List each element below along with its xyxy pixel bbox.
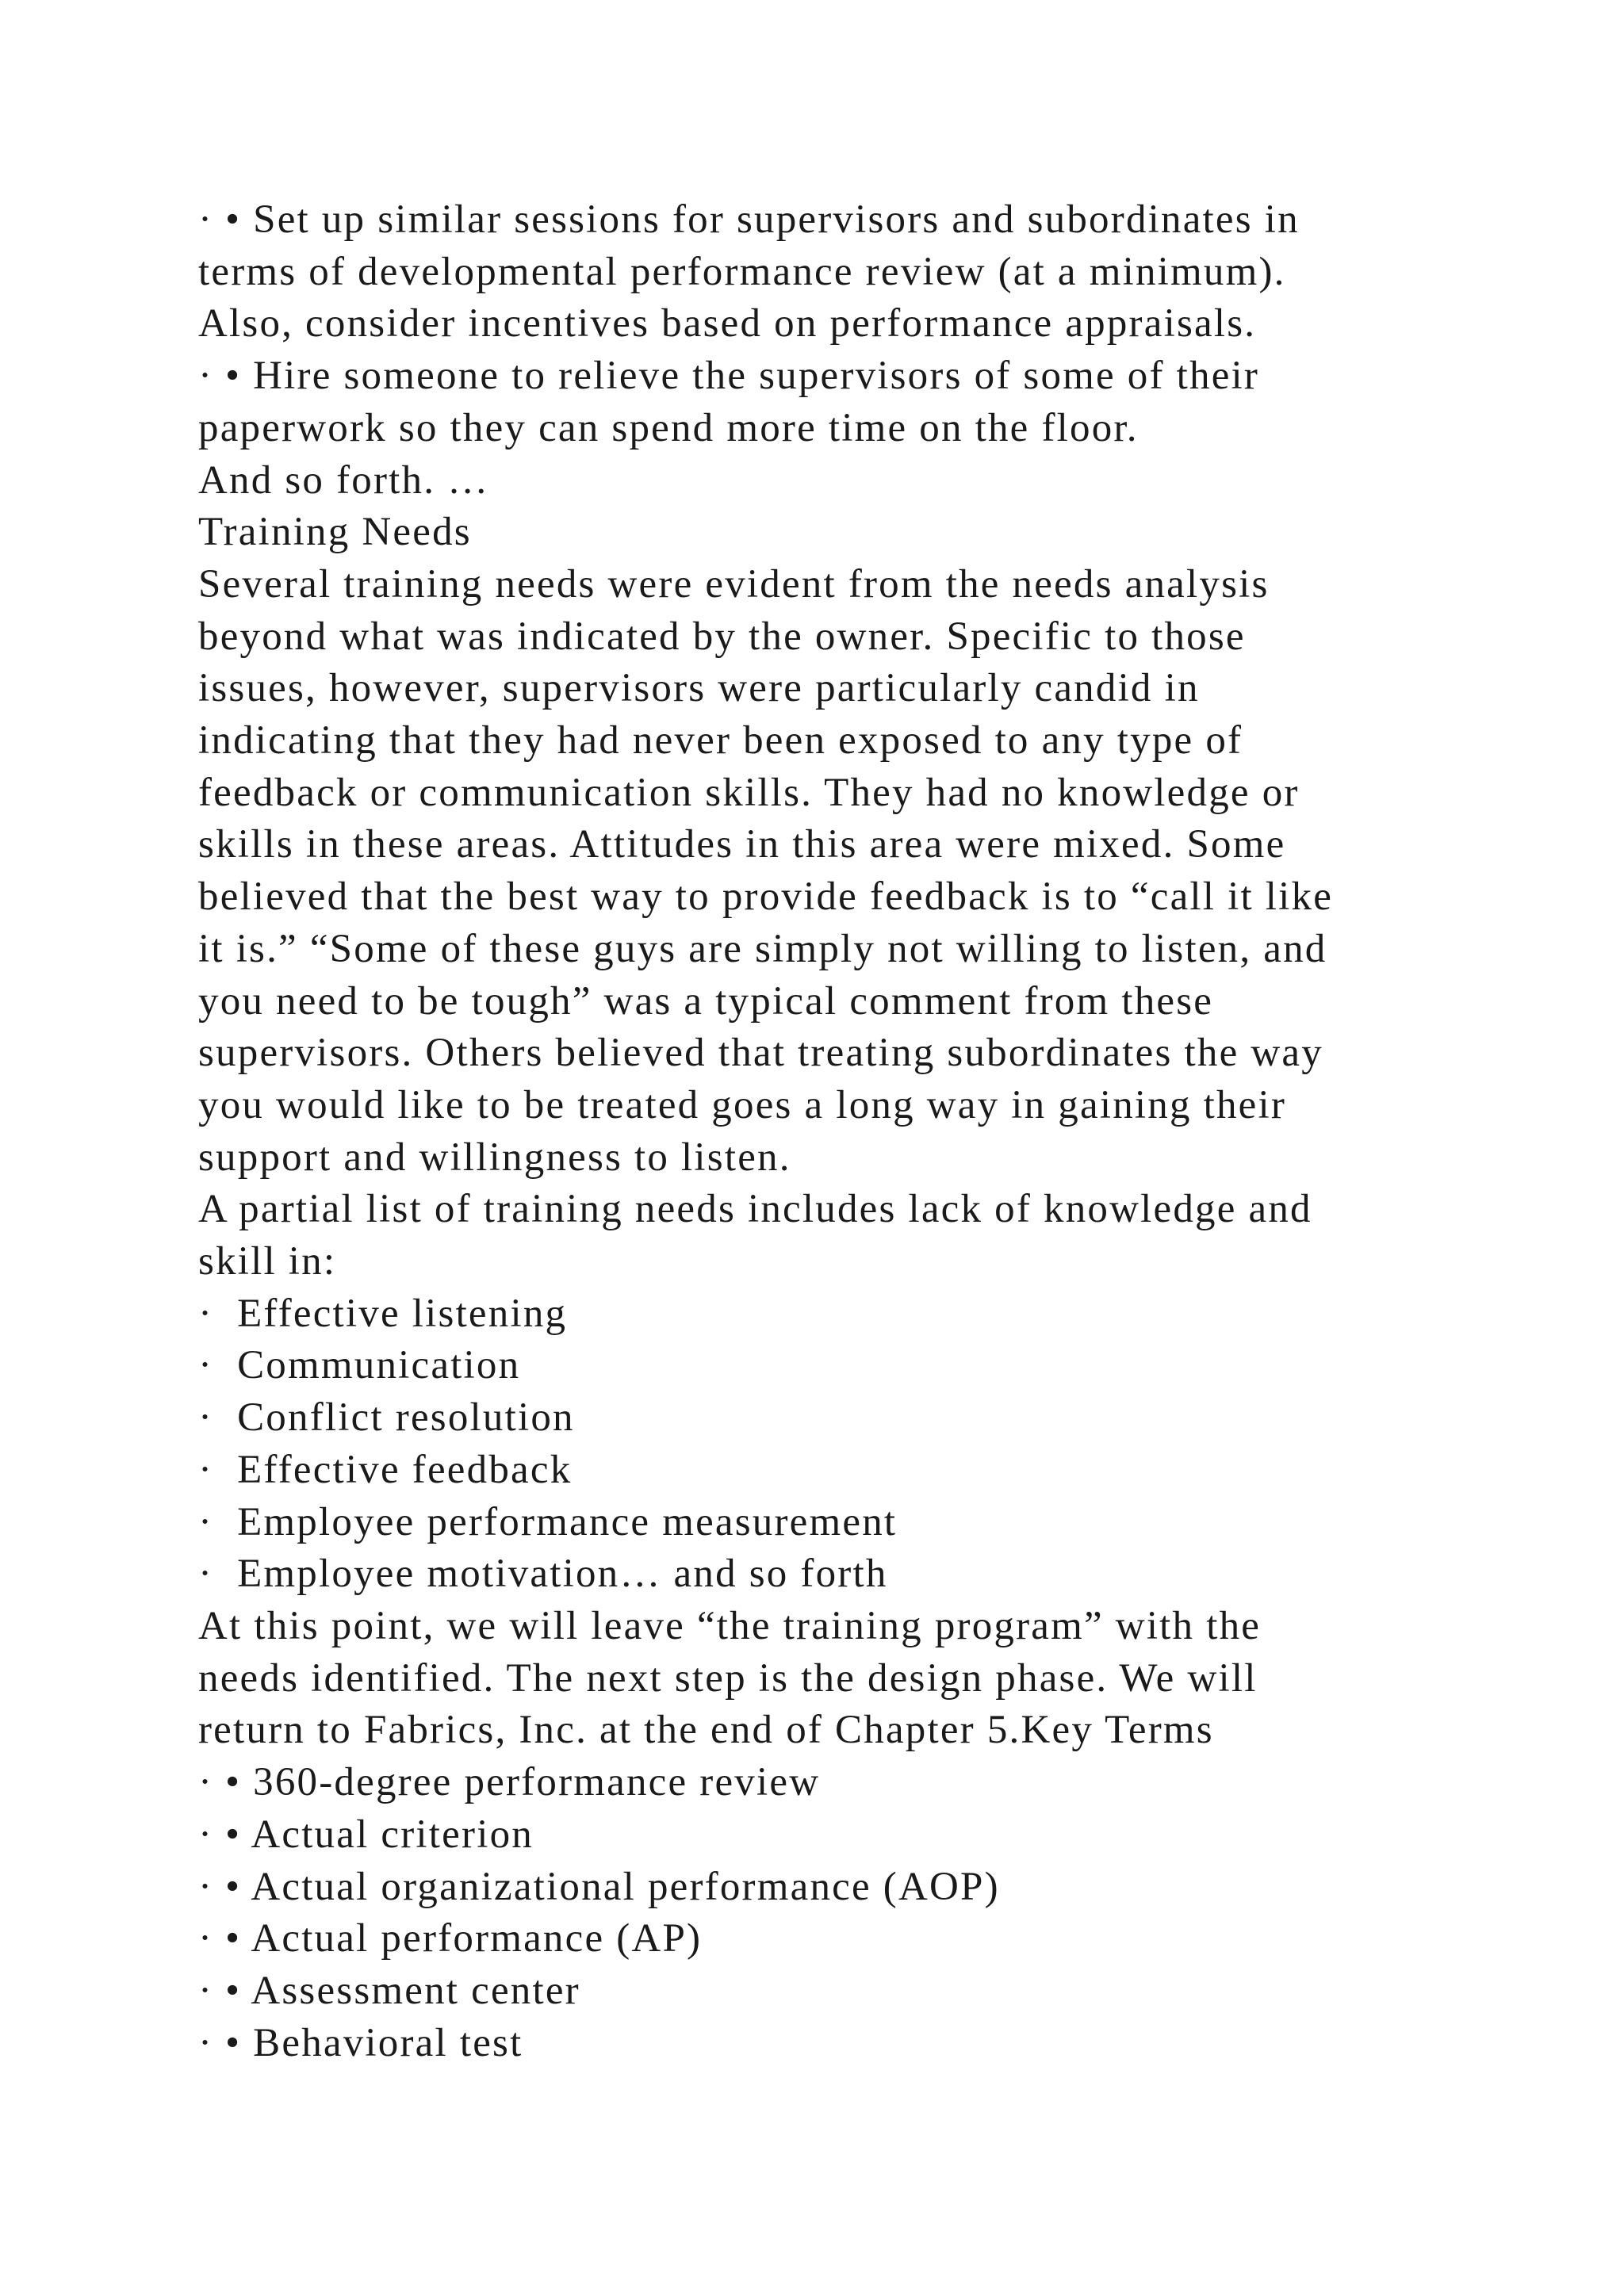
text-line: support and willingness to listen. (198, 1135, 791, 1180)
list-item: · Employee motivation… and so forth (198, 1552, 888, 1597)
text-line: · • Set up similar sessions for supervisors and subordinates in (198, 197, 1300, 242)
text-line: paperwork so they can spend more time on the floor. (198, 405, 1139, 450)
text-line: needs identified. The next step is the design phase. We will (198, 1655, 1258, 1701)
text-line: believed that the best way to provide feedback is to “call it like (198, 874, 1334, 920)
key-term-item: · • 360-degree performance review (198, 1760, 821, 1805)
text-line: you need to be tough” was a typical comment from these (198, 978, 1214, 1024)
text-line: · • Hire someone to relieve the supervisors of some of their (198, 354, 1260, 399)
section-heading: Training Needs (198, 510, 472, 555)
text-line: And so forth. … (198, 457, 490, 503)
document-page (198, 194, 1467, 2069)
text-line: feedback or communication skills. They had no knowledge or (198, 770, 1300, 815)
text-line: Several training needs were evident from the needs analysis (198, 561, 1270, 607)
text-line: beyond what was indicated by the owner. Specific to those (198, 614, 1246, 659)
text-line: return to Fabrics, Inc. at the end of Chapter 5.Key Terms (198, 1708, 1214, 1753)
list-item: · Communication (198, 1343, 521, 1388)
list-item: · Conflict resolution (198, 1395, 575, 1441)
text-line: terms of developmental performance review (at a minimum). (198, 249, 1286, 294)
text-line: skills in these areas. Attitudes in this area were mixed. Some (198, 822, 1286, 867)
text-line: Also, consider incentives based on performance appraisals. (198, 301, 1257, 346)
key-term-item: · • Actual performance (AP) (198, 1916, 703, 1961)
key-term-item: · • Behavioral test (198, 2020, 523, 2065)
key-term-item: · • Actual criterion (198, 1812, 534, 1857)
text-line: issues, however, supervisors were particularly candid in (198, 666, 1200, 711)
text-line: supervisors. Others believed that treating subordinates the way (198, 1031, 1323, 1076)
text-line: you would like to be treated goes a long way in gaining their (198, 1082, 1287, 1127)
text-line: it is.” “Some of these guys are simply not willing to listen, and (198, 926, 1327, 971)
text-line: A partial list of training needs includes lack of knowledge and (198, 1187, 1312, 1232)
key-term-item: · • Actual organizational performance (AOP) (198, 1864, 1000, 1909)
text-line: skill in: (198, 1239, 337, 1284)
text-line: At this point, we will leave “the training program” with the (198, 1603, 1262, 1648)
list-item: · Employee performance measurement (198, 1499, 898, 1544)
list-item: · Effective listening (198, 1291, 568, 1336)
list-item: · Effective feedback (198, 1447, 573, 1492)
key-term-item: · • Assessment center (198, 1968, 580, 2013)
text-line: indicating that they had never been exposed to any type of (198, 718, 1243, 763)
